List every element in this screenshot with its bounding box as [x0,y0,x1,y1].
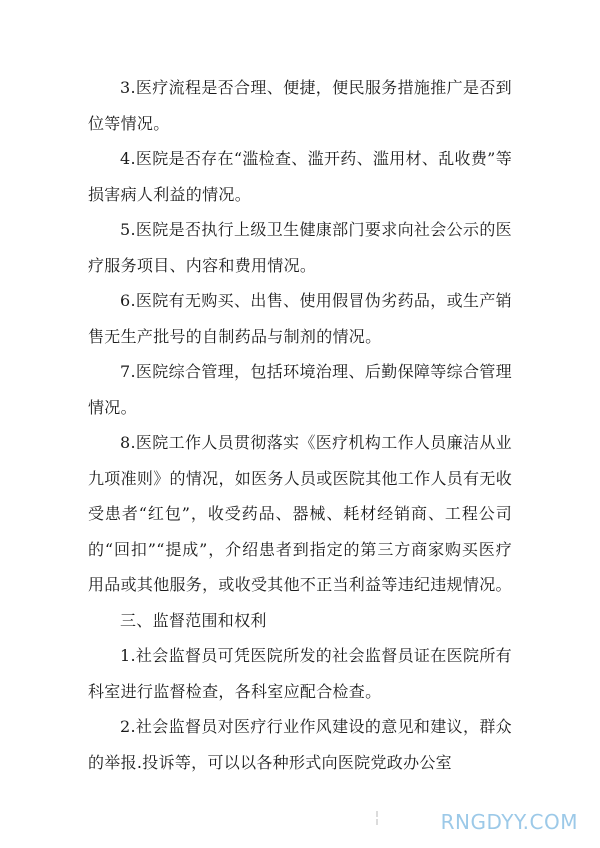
paragraph-item-7: 7.医院综合管理，包括环境治理、后勤保障等综合管理情况。 [88,362,512,417]
paragraph-item-6: 6.医院有无购买、出售、使用假冒伪劣药品，或生产销售无生产批号的自制药品与制剂的情况。 [88,291,512,346]
paragraph-item-5: 5.医院是否执行上级卫生健康部门要求向社会公示的医疗服务项目、内容和费用情况。 [88,220,512,275]
section-heading: 三、监督范围和权利 [120,610,267,630]
watermark-text: RNGDYY.COM [440,810,578,834]
paragraph-item-3: 3.医疗流程是否合理、便捷，便民服务措施推广是否到位等情况。 [88,78,512,133]
section-paragraph-2: 2.社会监督员对医疗行业作风建设的意见和建议，群众的举报.投诉等，可以以各种形式向医院党政办公室 [88,717,512,772]
document-body [88,70,512,780]
paragraph-item-4: 4.医院是否存在“滥检查、滥开药、滥用材、乱收费”等损害病人利益的情况。 [88,149,512,204]
paragraph-item-8: 8.医院工作人员贯彻落实《医疗机构工作人员廉洁从业九项准则》的情况，如医务人员或医院其他工作人员有无收受患者“红包”，收受药品、器械、耗材经销商、工程公司的“回扣”“提成”，介绍患者到指定的第三方商家购买医疗用品或其他服务，或收受其他不正当利益等违纪违规情况。 [88,433,512,594]
section-paragraph-1: 1.社会监督员可凭医院所发的社会监督员证在医院所有科室进行监督检查，各科室应配合检查。 [88,646,512,701]
scan-mark-icon [374,810,384,826]
